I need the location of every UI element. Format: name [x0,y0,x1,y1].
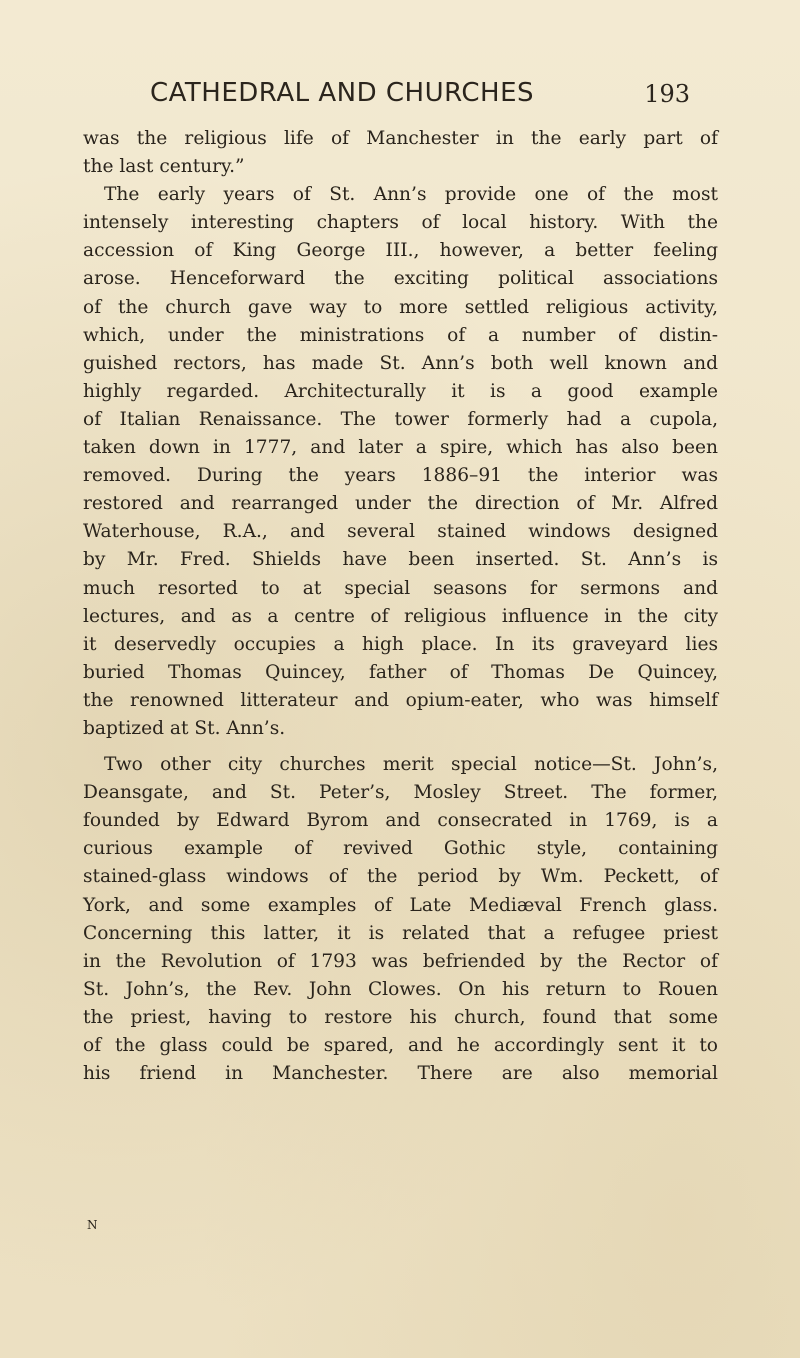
text-line: was the religious life of Manchester in the early part of [83,128,718,149]
text-line: lectures, and as a centre of religious influence in the city [83,605,718,627]
text-line: by Mr. Fred. Shields have been inserted. St. Ann’s is [83,549,718,571]
text-line: St. John’s, the Rev. John Clowes. On his return to Rouen [83,978,718,1000]
running-title: CATHEDRAL AND CHURCHES [150,78,535,108]
text-line: the last century.” [83,156,245,178]
text-line: arose. Henceforward the exciting political associations [83,268,718,290]
text-line: of Italian Renaissance. The tower formerly had a cupola, [83,408,718,430]
text-line: his friend in Manchester. There are also memorial [83,1063,718,1085]
text-line: of the glass could be spared, and he accordingly sent it to [83,1035,718,1056]
text-line: founded by Edward Byrom and consecrated in 1769, is a [83,810,718,832]
text-line: The early years of St. Ann’s provide one of the most [104,184,718,206]
body-text [83,125,718,1088]
text-line: of the church gave way to more settled religious activity, [83,296,718,318]
page-number: 193 [644,80,690,108]
text-line: it deservedly occupies a high place. In its graveyard lies [83,633,718,655]
paragraph-gap [83,743,718,751]
text-line: Deansgate, and St. Peter’s, Mosley Street. The former, [83,782,718,804]
text-line: in the Revolution of 1793 was befriended by the Rector of [83,950,718,972]
text-line: baptized at St. Ann’s. [83,717,286,739]
text-line: stained-glass windows of the period by Wm. Peckett, of [83,866,718,888]
text-line: taken down in 1777, and later a spire, which has also been [83,437,718,459]
text-line: the priest, having to restore his church, found that some [83,1006,718,1028]
text-line: Waterhouse, R.A., and several stained windows designed [83,521,718,543]
signature-mark: N [87,1218,98,1232]
paragraph-1 [83,125,718,181]
text-line: accession of King George III., however, a better feeling [83,240,718,262]
text-line: curious example of revived Gothic style, containing [83,838,718,860]
text-line: which, under the ministrations of a number of distin- [83,324,718,346]
text-line: buried Thomas Quincey, father of Thomas De Quincey, [83,661,718,683]
running-head [150,78,690,114]
text-line: York, and some examples of Late Mediæval French glass. [83,894,718,916]
text-line: much resorted to at special seasons for sermons and [83,577,718,599]
paragraph-3 [83,751,718,1088]
text-line: restored and rearranged under the direction of Mr. Alfred [83,493,718,515]
text-line: intensely interesting chapters of local history. With the [83,212,718,234]
text-line: removed. During the years 1886–91 the interior was [83,465,718,487]
text-line: Two other city churches merit special notice—St. John’s, [104,754,718,776]
text-line: the renowned litterateur and opium-eater, who was himself [83,689,718,711]
text-line: guished rectors, has made St. Ann’s both well known and [83,352,718,374]
text-line: highly regarded. Architecturally it is a good example [83,380,718,402]
text-line: Concerning this latter, it is related that a refugee priest [83,922,718,944]
paragraph-2 [83,181,718,743]
